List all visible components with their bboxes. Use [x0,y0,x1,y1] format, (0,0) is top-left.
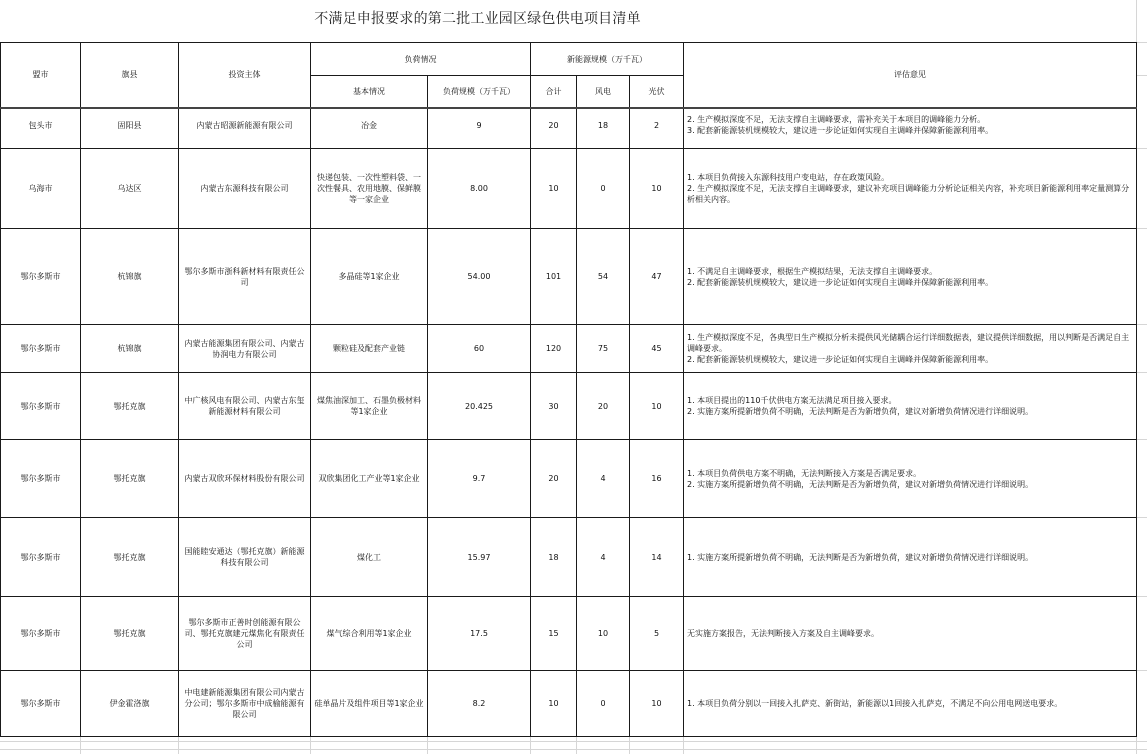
header-comment[interactable]: 评估意见 [684,43,1137,108]
cell-investor[interactable]: 内蒙古昭源新能源有限公司 [179,108,311,149]
cell-investor[interactable]: 中电建新能源集团有限公司内蒙古分公司；鄂尔多斯市中成榆能源有限公司 [179,671,311,737]
cell-county[interactable]: 杭锦旗 [81,325,179,373]
cell-city[interactable]: 鄂尔多斯市 [1,373,81,440]
page-title: 不满足申报要求的第二批工业园区绿色供电项目清单 [314,11,641,27]
cell-load-scale[interactable]: 9.7 [428,440,531,518]
cell-load-basic[interactable]: 颗粒硅及配套产业链 [311,325,428,373]
cell-total[interactable]: 10 [531,149,577,229]
table-row[interactable] [1,108,1137,149]
header-load-group[interactable]: 负荷情况 [311,43,531,76]
table-row[interactable] [1,518,1137,597]
cell-load-scale[interactable]: 15.97 [428,518,531,597]
cell-wind[interactable]: 10 [577,597,630,671]
cell-comment[interactable]: 无实施方案报告，无法判断接入方案及自主调峰要求。 [684,597,1137,671]
cell-wind[interactable]: 4 [577,518,630,597]
cell-total[interactable]: 15 [531,597,577,671]
cell-load-basic[interactable]: 煤焦油深加工、石墨负极材料等1家企业 [311,373,428,440]
cell-comment[interactable]: 1. 生产模拟深度不足，各典型日生产模拟分析未提供风光储耦合运行详细数据表，建议提供详细数据，用以判断是否满足自主调峰要求。 2. 配套新能源装机规模较大，建议进一步论证如何实现自主调峰并保障新能源利用率。 [684,325,1137,373]
header-load-scale[interactable]: 负荷规模（万千瓦） [428,76,531,108]
header-wind[interactable]: 风电 [577,76,630,108]
cell-wind[interactable]: 18 [577,108,630,149]
cell-city[interactable]: 鄂尔多斯市 [1,518,81,597]
cell-comment[interactable]: 1. 实施方案所提新增负荷不明确，无法判断是否为新增负荷，建议对新增负荷情况进行详细说明。 [684,518,1137,597]
cell-comment[interactable]: 1. 不满足自主调峰要求，根据生产模拟结果，无法支撑自主调峰要求。 2. 配套新能源装机规模较大，建议进一步论证如何实现自主调峰并保障新能源利用率。 [684,229,1137,325]
header-total[interactable]: 合计 [531,76,577,108]
cell-wind[interactable]: 54 [577,229,630,325]
cell-total[interactable]: 18 [531,518,577,597]
cell-city[interactable]: 包头市 [1,108,81,149]
cell-city[interactable]: 鄂尔多斯市 [1,325,81,373]
cell-solar[interactable]: 14 [630,518,684,597]
cell-solar[interactable]: 16 [630,440,684,518]
cell-city[interactable]: 鄂尔多斯市 [1,229,81,325]
cell-city[interactable]: 鄂尔多斯市 [1,440,81,518]
cell-investor[interactable]: 中广核风电有限公司、内蒙古东玺新能源材料有限公司 [179,373,311,440]
cell-solar[interactable]: 47 [630,229,684,325]
cell-solar[interactable]: 10 [630,671,684,737]
header-city[interactable]: 盟市 [1,43,81,108]
cell-load-basic[interactable]: 多晶硅等1家企业 [311,229,428,325]
cell-comment[interactable]: 1. 本项目负荷接入东源科技用户变电站，存在政策风险。 2. 生产模拟深度不足，无法支撑自主调峰要求，建议补充项目调峰能力分析论证相关内容，补充项目新能源利用率定量测算分析相关内容。 [684,149,1137,229]
cell-investor[interactable]: 鄂尔多斯市正善时创能源有限公司、鄂托克旗建元煤焦化有限责任公司 [179,597,311,671]
cell-load-basic[interactable]: 快递包装、一次性塑料袋、一次性餐具、农用地膜、保鲜膜等一家企业 [311,149,428,229]
cell-wind[interactable]: 4 [577,440,630,518]
cell-solar[interactable]: 2 [630,108,684,149]
cell-wind[interactable]: 0 [577,149,630,229]
cell-load-scale[interactable]: 54.00 [428,229,531,325]
cell-county[interactable]: 杭锦旗 [81,229,179,325]
table-row[interactable] [1,373,1137,440]
cell-county[interactable]: 鄂托克旗 [81,597,179,671]
cell-comment[interactable]: 1. 本项目提出的110千伏供电方案无法满足项目接入要求。 2. 实施方案所提新增负荷不明确，无法判断是否为新增负荷，建议对新增负荷情况进行详细说明。 [684,373,1137,440]
cell-wind[interactable]: 0 [577,671,630,737]
header-load-basic[interactable]: 基本情况 [311,76,428,108]
cell-wind[interactable]: 20 [577,373,630,440]
header-investor[interactable]: 投资主体 [179,43,311,108]
cell-load-scale[interactable]: 60 [428,325,531,373]
cell-total[interactable]: 10 [531,671,577,737]
table-row[interactable] [1,149,1137,229]
cell-county[interactable]: 鄂托克旗 [81,440,179,518]
cell-total[interactable]: 120 [531,325,577,373]
cell-total[interactable]: 20 [531,440,577,518]
header-county[interactable]: 旗县 [81,43,179,108]
cell-investor[interactable]: 内蒙古能源集团有限公司、内蒙古协润电力有限公司 [179,325,311,373]
cell-county[interactable]: 鄂托克旗 [81,373,179,440]
header-newenergy-group[interactable]: 新能源规模（万千瓦） [531,43,684,76]
cell-county[interactable]: 固阳县 [81,108,179,149]
cell-solar[interactable]: 10 [630,149,684,229]
cell-city[interactable]: 乌海市 [1,149,81,229]
cell-comment[interactable]: 1. 本项目负荷供电方案不明确，无法判断接入方案是否满足要求。 2. 实施方案所提新增负荷不明确，无法判断是否为新增负荷，建议对新增负荷情况进行详细说明。 [684,440,1137,518]
cell-total[interactable]: 30 [531,373,577,440]
cell-investor[interactable]: 内蒙古双欣环保材料股份有限公司 [179,440,311,518]
cell-city[interactable]: 鄂尔多斯市 [1,671,81,737]
cell-load-scale[interactable]: 20.425 [428,373,531,440]
cell-total[interactable]: 20 [531,108,577,149]
project-table [0,42,1137,737]
cell-solar[interactable]: 10 [630,373,684,440]
header-solar[interactable]: 光伏 [630,76,684,108]
cell-load-scale[interactable]: 17.5 [428,597,531,671]
table-row[interactable] [1,229,1137,325]
cell-total[interactable]: 101 [531,229,577,325]
cell-load-scale[interactable]: 9 [428,108,531,149]
cell-solar[interactable]: 45 [630,325,684,373]
cell-solar[interactable]: 5 [630,597,684,671]
cell-city[interactable]: 鄂尔多斯市 [1,597,81,671]
cell-load-scale[interactable]: 8.2 [428,671,531,737]
cell-load-scale[interactable]: 8.00 [428,149,531,229]
cell-load-basic[interactable]: 煤气综合利用等1家企业 [311,597,428,671]
cell-load-basic[interactable]: 煤化工 [311,518,428,597]
cell-investor[interactable]: 内蒙古东源科技有限公司 [179,149,311,229]
table-row[interactable] [1,671,1137,737]
cell-county[interactable]: 乌达区 [81,149,179,229]
table-row[interactable] [1,325,1137,373]
cell-investor[interactable]: 国能睦安通达（鄂托克旗）新能源科技有限公司 [179,518,311,597]
cell-investor[interactable]: 鄂尔多斯市浙科新材料有限责任公司 [179,229,311,325]
cell-comment[interactable]: 2. 生产模拟深度不足，无法支撑自主调峰要求，需补充关于本项目的调峰能力分析。 3. 配套新能源装机规模较大，建议进一步论证如何实现自主调峰并保障新能源利用率。 [684,108,1137,149]
cell-county[interactable]: 伊金霍洛旗 [81,671,179,737]
cell-county[interactable]: 鄂托克旗 [81,518,179,597]
table-row[interactable] [1,597,1137,671]
table-row[interactable] [1,440,1137,518]
cell-load-basic[interactable]: 冶金 [311,108,428,149]
cell-load-basic[interactable]: 硅单晶片及组件项目等1家企业 [311,671,428,737]
cell-comment[interactable]: 1. 本项目负荷分别以一回接入扎萨克、新街站，新能源以1回接入扎萨克，不满足不向公用电网送电要求。 [684,671,1137,737]
cell-load-basic[interactable]: 双欣集团化工产业等1家企业 [311,440,428,518]
cell-wind[interactable]: 75 [577,325,630,373]
